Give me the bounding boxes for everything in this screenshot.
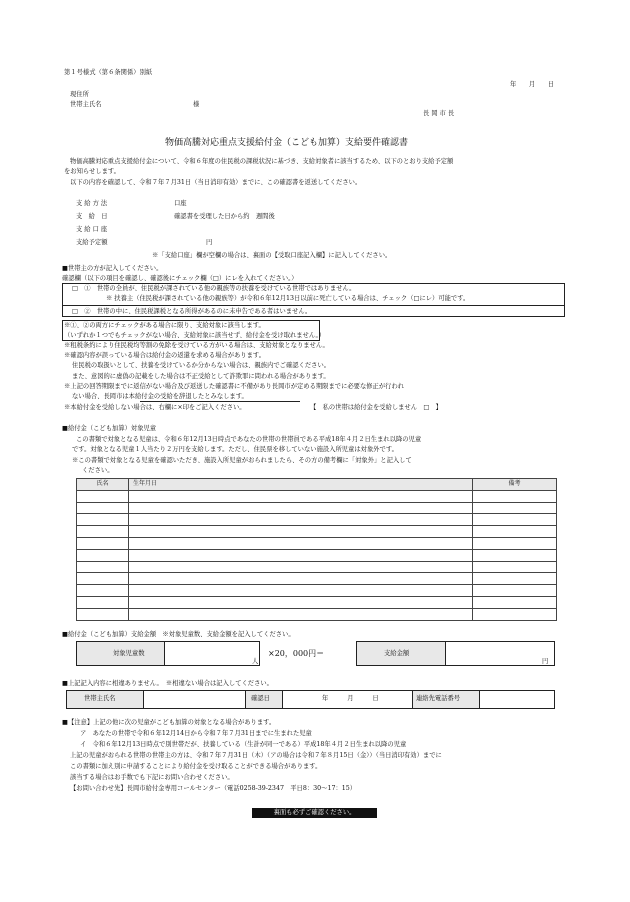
pay-date-label: 支 給 日	[76, 213, 108, 220]
attention-line-3: イ 令和６年12月13日時点で別世帯だが、扶養している（生計が同一である）平成18年４月２日生まれ以降の児童	[80, 741, 407, 748]
table-row[interactable]	[77, 608, 557, 620]
date-field[interactable]: 年 月 日	[510, 81, 555, 88]
cell-birthdate[interactable]	[129, 526, 473, 538]
table-row[interactable]	[77, 526, 557, 538]
sama-label: 様	[193, 101, 200, 108]
children-line-2: です。対象となる児童１人当たり２万円を支給します。ただし、住民票を移していない施設入所児童は対象外です。	[72, 446, 398, 453]
children-count-input[interactable]	[164, 641, 260, 666]
person-unit: 人	[252, 658, 259, 665]
note-0: ※①、②の両方にチェックがある場合に限り、支給対象に該当します。	[64, 322, 265, 329]
cell-birthdate[interactable]	[129, 561, 473, 573]
check-heading: ■世帯主の方が記入してください。	[62, 265, 163, 272]
children-count-label: 対象児童数	[113, 650, 145, 657]
footer-notice-bar: 裏面も必ずご確認ください。	[252, 808, 377, 818]
account-note: ※「支給口座」欄が空欄の場合は、裏面の【受取口座記入欄】に記入してください。	[152, 252, 392, 259]
cell-name[interactable]	[77, 514, 129, 526]
cell-remarks[interactable]	[473, 596, 557, 608]
address-label: 現住所	[70, 91, 89, 98]
attention-line-2: ア あなたの世帯で令和６年12月14日から令和７年７月31日までに生まれた児童	[80, 730, 312, 737]
total-input[interactable]	[445, 641, 555, 666]
phone-label: 連絡先電話番号	[416, 695, 461, 702]
method-label: 支 給 方 法	[76, 200, 108, 207]
check-instructions: 確認欄（以下の項目を確認し、確認後にチェック欄（□）にレを入れてください。）	[62, 275, 298, 282]
confirm-heading: ■上記記入内容に相違ありません。 ※相違ない場合は記入してください。	[62, 680, 273, 687]
cell-name[interactable]	[77, 585, 129, 597]
yen-unit: 円	[542, 658, 549, 665]
children-heading: ■給付金（こども加算）対象児童	[62, 425, 157, 432]
table-header-row	[77, 479, 557, 491]
table-row[interactable]	[77, 585, 557, 597]
page-title: 物価高騰対応重点支援給付金（こども加算）支給要件確認書	[165, 138, 409, 148]
confirm-date-label: 確認日	[251, 695, 270, 702]
table-row[interactable]	[77, 514, 557, 526]
confirm-householder-label: 世帯主氏名	[84, 695, 116, 702]
note-3: ※確認内容が誤っている場合は給付金の返還を求める場合があります。	[64, 352, 265, 359]
cell-remarks[interactable]	[473, 537, 557, 549]
table-row[interactable]	[77, 502, 557, 514]
note-5: また、意図的に虚偽の記載をした場合は不正受給として詐欺罪に問われる場合があります。	[72, 373, 330, 380]
check-item-1[interactable]: □ ① 世帯の全員が、住民税が課されている他の親族等の扶養を受けている世帯ではありません。	[72, 285, 356, 292]
intro-line-2: をお知らせします。	[64, 168, 120, 175]
check-item-1-note: ※ 扶養主（住民税が課されている他の親族等）が令和６年12月13日以前に死亡している場合は、チェック（□にレ）可能です。	[106, 295, 470, 302]
cell-birthdate[interactable]	[129, 490, 473, 502]
cell-name[interactable]	[77, 573, 129, 585]
check-item-2[interactable]: □ ② 世帯の中に、住民税課税となる所得があるのに未申告である者はいません。	[72, 308, 312, 315]
table-row[interactable]	[77, 596, 557, 608]
cell-name[interactable]	[77, 561, 129, 573]
cell-birthdate[interactable]	[129, 549, 473, 561]
note-8: ※本給付金を受給しない場合は、右欄に×印をご記入ください。	[64, 404, 246, 411]
children-line-1: この書類で対象となる児童は、令和６年12月13日時点であなたの世帯の世帯員である平成18年４月２日生まれ以降の児童	[76, 436, 422, 443]
attention-line-4: 上記の児童がおられる世帯の世帯主の方は、令和７年７月31日（木）（アの場合は令和７年８月15日（金））（当日消印有効）までに	[70, 752, 442, 759]
intro-line-1: 物価高騰対応重点支援給付金について、令和６年度の住民税の課税状況に基づき、支給対象者に該当するため、以下のとおり支給予定額	[70, 158, 454, 165]
note-4: 住民税の取扱いとして、扶養を受けているか分からない場合は、親族内でご確認ください。	[72, 362, 331, 369]
attention-line-1: ■【注意】上記の他に次の児童がこども加算の対象となる場合があります。	[62, 719, 276, 726]
amount-label: 支給予定額	[76, 239, 108, 246]
cell-remarks[interactable]	[473, 573, 557, 585]
attention-line-5: この書類に加え別に申請することにより給付金を受け取ることができる場合があります。	[70, 763, 322, 770]
cell-remarks[interactable]	[473, 514, 557, 526]
cell-remarks[interactable]	[473, 561, 557, 573]
householder-label: 世帯主氏名	[70, 101, 102, 108]
confirm-date-input[interactable]: 年 月 日	[322, 695, 379, 702]
cell-name[interactable]	[77, 549, 129, 561]
contact-info: 【お問い合わせ先】長岡市給付金専用コールセンター（電話0258-39-2347 平日8：30～17：15）	[70, 785, 357, 792]
decline-checkbox[interactable]: 【 私の世帯は給付金を受給しません □ 】	[310, 404, 442, 411]
cell-birthdate[interactable]	[129, 502, 473, 514]
header-name: 氏名	[77, 479, 129, 491]
children-table	[76, 478, 557, 621]
table-row[interactable]	[77, 549, 557, 561]
header-birthdate: 生年月日	[129, 479, 473, 491]
note-2: ※租税条約により住民税均等割の免除を受けている方がいる場合は、支給対象となりません。	[64, 342, 329, 349]
cell-remarks[interactable]	[473, 585, 557, 597]
cell-birthdate[interactable]	[129, 537, 473, 549]
note-6: ※上記の回答期限までに返信がない場合及び返送した確認書に不備があり長岡市が定める期限までに必要な修正が行われ	[64, 383, 405, 390]
attention-line-6: 該当する場合はお手数でも下記にお問い合わせください。	[70, 774, 234, 781]
intro-line-3: 以下の内容を確認して、令和７年７月31日（当日消印有効）までに、この確認書を返送してください。	[70, 179, 362, 186]
cell-birthdate[interactable]	[129, 514, 473, 526]
header-remarks: 備考	[473, 479, 557, 491]
table-row[interactable]	[77, 561, 557, 573]
cell-birthdate[interactable]	[129, 585, 473, 597]
cell-name[interactable]	[77, 502, 129, 514]
cell-remarks[interactable]	[473, 526, 557, 538]
cell-remarks[interactable]	[473, 608, 557, 620]
cell-remarks[interactable]	[473, 490, 557, 502]
cell-birthdate[interactable]	[129, 573, 473, 585]
cell-name[interactable]	[77, 608, 129, 620]
note-underline	[140, 401, 300, 402]
table-row[interactable]	[77, 490, 557, 502]
cell-name[interactable]	[77, 537, 129, 549]
mayor-label: 長 岡 市 長	[423, 110, 455, 117]
householder-name-input[interactable]	[143, 690, 246, 709]
cell-birthdate[interactable]	[129, 608, 473, 620]
cell-name[interactable]	[77, 490, 129, 502]
cell-name[interactable]	[77, 526, 129, 538]
cell-remarks[interactable]	[473, 502, 557, 514]
account-label: 支 給 口 座	[76, 226, 108, 233]
amount-heading: ■給付金（こども加算）支給金額 ※対象児童数、支給金額を記入してください。	[62, 631, 295, 638]
note-7: ない場合、長岡市は本給付金の受給を辞退したとみなします。	[72, 393, 248, 400]
pay-date-value: 確認書を受理した日から約 週間後	[174, 213, 275, 220]
cell-remarks[interactable]	[473, 549, 557, 561]
cell-birthdate[interactable]	[129, 596, 473, 608]
formula-text: ×20，000円＝	[268, 649, 325, 658]
children-line-4: ください。	[82, 467, 114, 474]
method-value: 口座	[174, 200, 187, 207]
cell-name[interactable]	[77, 596, 129, 608]
table-row[interactable]	[77, 537, 557, 549]
note-1: （いずれか１つでもチェックがない場合、支給対象に該当せず、給付金を受け取れません。）	[64, 332, 326, 339]
form-number: 第１号様式（第６条関係）別紙	[64, 69, 153, 76]
phone-input[interactable]	[479, 690, 555, 709]
check-divider	[62, 305, 565, 306]
total-label: 支給金額	[384, 650, 410, 657]
children-line-3: ※この書類で対象となる児童を確認いただき、施設入所児童がおられましたら、その方の備考欄に「対象外」と記入して	[72, 457, 412, 464]
table-row[interactable]	[77, 573, 557, 585]
amount-unit: 円	[206, 239, 213, 246]
